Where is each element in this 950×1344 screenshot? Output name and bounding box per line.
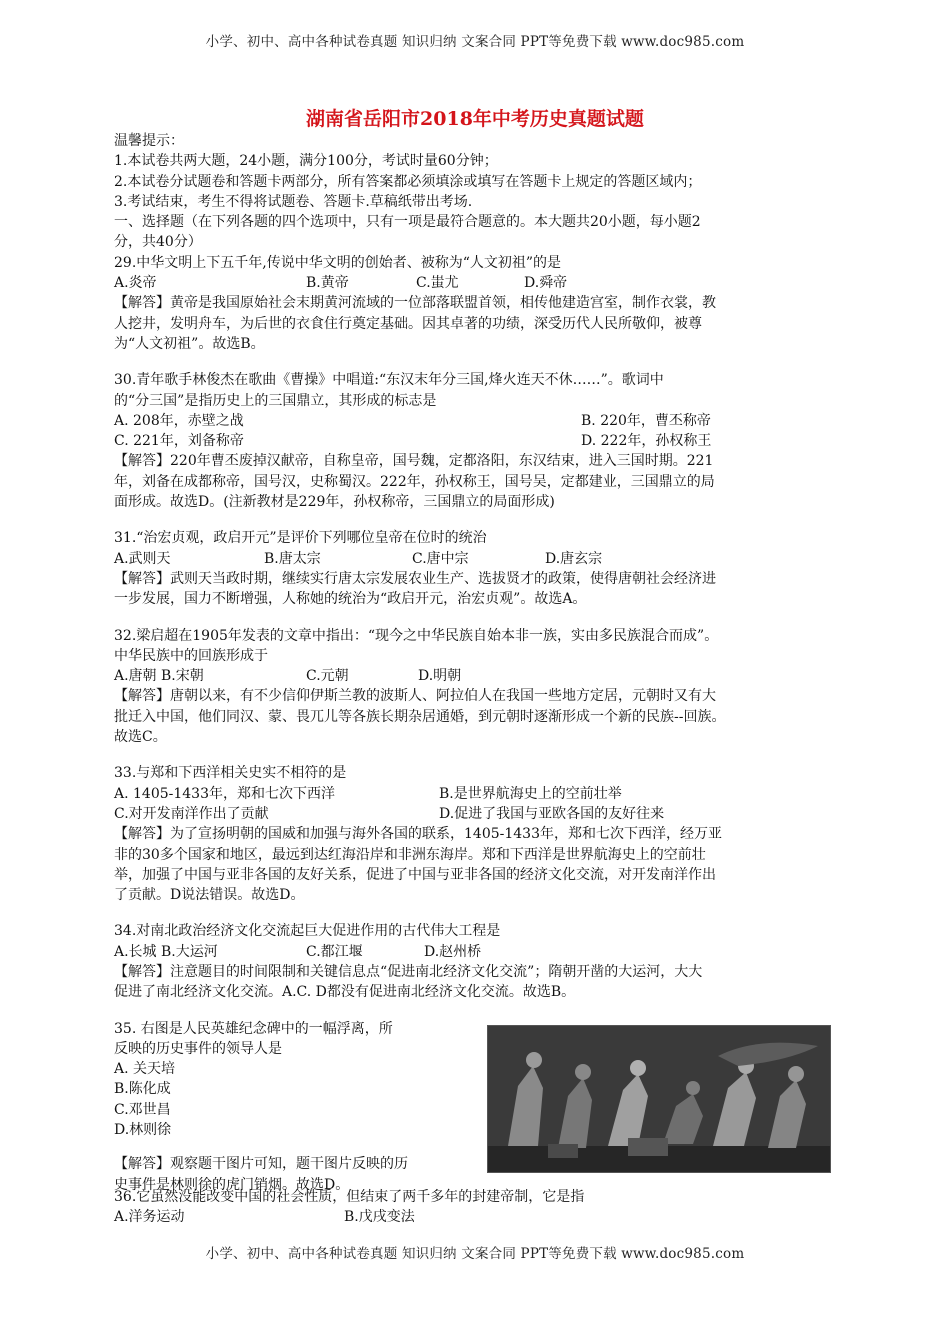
option-c: C.对开发南洋作出了贡献 [114,805,269,822]
option-b: B.黄帝 [306,275,349,292]
notice-item: 3.考试结束，考生不得将试题卷、答题卡.草稿纸带出考场. [114,193,473,210]
question-30-analysis: 年，刘备在成都称帝，国号汉，史称蜀汉。222年，孙权称王，国号吴，定都建业，三国鼎立的局 [114,473,715,490]
option-b: B.是世界航海史上的空前壮举 [439,785,622,802]
question-30-stem: 的“分三国”是指历史上的三国鼎立，其形成的标志是 [114,392,437,409]
option-d: D.舜帝 [524,275,568,292]
section-heading: 分，共40分） [114,234,202,251]
question-33-options [114,804,854,824]
option-c: C.都江堰 [306,943,363,960]
question-29-analysis: 人挖井，发明舟车，为后世的衣食住行奠定基础。因其卓著的功绩，深受历代人民所敬仰，被尊 [114,315,702,332]
question-33-analysis: 举，加强了中国与亚非各国的友好关系，促进了中国与亚非各国的经济文化交流，对开发南洋作出 [114,866,716,883]
option-b: B. 220年，曹丕称帝 [581,412,711,429]
option-a: A.武则天 [114,550,171,567]
question-35 [114,1019,854,1193]
option-a: A.炎帝 [114,275,157,292]
monument-relief-image [487,1025,831,1173]
option-d: D.促进了我国与亚欧各国的友好往来 [439,805,665,822]
question-33-options [114,784,854,804]
question-33-analysis: 【解答】为了宣扬明朝的国威和加强与海外各国的联系，1405-1433年，郑和七次下西洋，经万亚 [114,826,722,843]
option-a: A. 关天培 [114,1061,176,1078]
page-header: 小学、初中、高中各种试卷真题 知识归纳 文案合同 PPT等免费下载 www.doc985.com [205,34,745,50]
question-33-stem: 33.与郑和下西洋相关史实不相符的是 [114,765,347,782]
option-a: A.洋务运动 [114,1208,185,1225]
option-d: D. 222年，孙权称王 [581,433,712,450]
question-36-options [114,1207,854,1227]
option-c: C.元朝 [306,668,349,685]
option-d: D.赵州桥 [424,943,482,960]
option-b: B.戊戌变法 [344,1208,415,1225]
notice-heading: 温馨提示： [114,133,184,149]
question-32-analysis: 批迁入中国，他们同汉、蒙、畏兀儿等各族长期杂居通婚，到元朝时逐渐形成一个新的民族--回族。 [114,708,726,725]
exam-title: 湖南省岳阳市2018年中考历史真题试题 [306,108,644,130]
option-c: C.唐中宗 [412,550,469,567]
option-b: B.陈化成 [114,1081,171,1098]
question-30-options [114,411,854,431]
question-31-analysis: 一步发展，国力不断增强，人称她的统治为“政启开元，治宏贞观”。故选A。 [114,591,587,608]
question-35-stem: 35. 右图是人民英雄纪念碑中的一幅浮离，所 [114,1020,393,1037]
option-c: C.蚩尤 [416,275,459,292]
option-a-b: A.长城 B.大运河 [114,943,218,960]
option-b: B.唐太宗 [264,550,321,567]
question-29-options [114,273,854,293]
question-34-analysis: 【解答】注意题目的时间限制和关键信息点“促进南北经济文化交流”；隋朝开凿的大运河，大大 [114,963,703,980]
option-d: D.林则徐 [114,1122,172,1139]
option-a: A. 208年，赤壁之战 [114,412,244,429]
question-34-options [114,942,854,962]
section-heading: 一、选择题（在下列各题的四个选项中，只有一项是最符合题意的。本大题共20小题，每小题2 [114,214,701,231]
exam-body [114,131,854,1227]
option-a-b: A.唐朝 B.宋朝 [114,668,204,685]
question-29-analysis: 【解答】黄帝是我国原始社会末期黄河流域的一位部落联盟首领，相传他建造宫室，制作衣裳，教 [114,295,716,312]
question-32-analysis: 【解答】唐朝以来，有不少信仰伊斯兰教的波斯人、阿拉伯人在我国一些地方定居，元朝时又有大 [114,688,716,705]
question-29-analysis: 为“人文初祖”。故选B。 [114,335,265,352]
question-31-analysis: 【解答】武则天当政时期，继续实行唐太宗发展农业生产、选拔贤才的政策，使得唐朝社会经济进 [114,570,716,587]
question-31-options [114,549,854,569]
option-d: D.明朝 [418,668,462,685]
option-d: D.唐玄宗 [545,550,603,567]
question-30-options [114,431,854,451]
question-32-stem: 32.梁启超在1905年发表的文章中指出：“现今之中华民族自始本非一族，实由多民族混合而成”。 [114,627,719,644]
option-c: C. 221年，刘备称帝 [114,433,244,450]
question-34-analysis: 促进了南北经济文化交流。A.C. D都没有促进南北经济文化交流。故选B。 [114,984,576,1001]
notice-item: 2.本试卷分试题卷和答题卡两部分，所有答案都必须填涂或填写在答题卡上规定的答题区域内； [114,173,702,190]
page-footer: 小学、初中、高中各种试卷真题 知识归纳 文案合同 PPT等免费下载 www.doc985.com [205,1246,745,1262]
question-33-analysis: 非的30多个国家和地区，最远到达红海沿岸和非洲东海岸。郑和下西洋是世界航海史上的空前壮 [114,846,706,863]
question-30-stem: 30.青年歌手林俊杰在歌曲《曹操》中唱道:“东汉末年分三国,烽火连天不休……”。歌词中 [114,372,664,389]
option-c: C.邓世昌 [114,1101,171,1118]
question-33-analysis: 了贡献。D说法错误。故选D。 [114,887,305,904]
notice-item: 1.本试卷共两大题，24小题，满分100分，考试时量60分钟； [114,153,498,170]
question-32-options [114,666,854,686]
question-36-stem: 36.它虽然没能改变中国的社会性质，但结束了两千多年的封建帝制，它是指 [114,1188,585,1205]
option-a: A. 1405-1433年，郑和七次下西洋 [114,785,335,802]
question-34-stem: 34.对南北政治经济文化交流起巨大促进作用的古代伟大工程是 [114,923,501,940]
question-31-stem: 31.“治宏贞观，政启开元”是评价下列哪位皇帝在位时的统治 [114,530,487,547]
question-35-analysis: 史事件是林则徐的虎门销烟。故选D。 [114,1176,350,1193]
question-30-analysis: 面形成。故选D。(注新教材是229年，孙权称帝，三国鼎立的局面形成) [114,494,555,511]
relief-illustration [488,1026,830,1172]
question-35-stem: 反映的历史事件的领导人是 [114,1040,282,1057]
question-30-analysis: 【解答】220年曹丕废掉汉献帝，自称皇帝，国号魏，定都洛阳，东汉结束，进入三国时期。221 [114,453,714,470]
question-29-stem: 29.中华文明上下五千年,传说中华文明的创始者、被称为“人文初祖”的是 [114,254,562,271]
question-32-analysis: 故选C。 [114,729,167,746]
question-32-stem: 中华民族中的回族形成于 [114,647,268,664]
question-35-analysis: 【解答】观察题干图片可知，题干图片反映的历 [114,1156,408,1173]
